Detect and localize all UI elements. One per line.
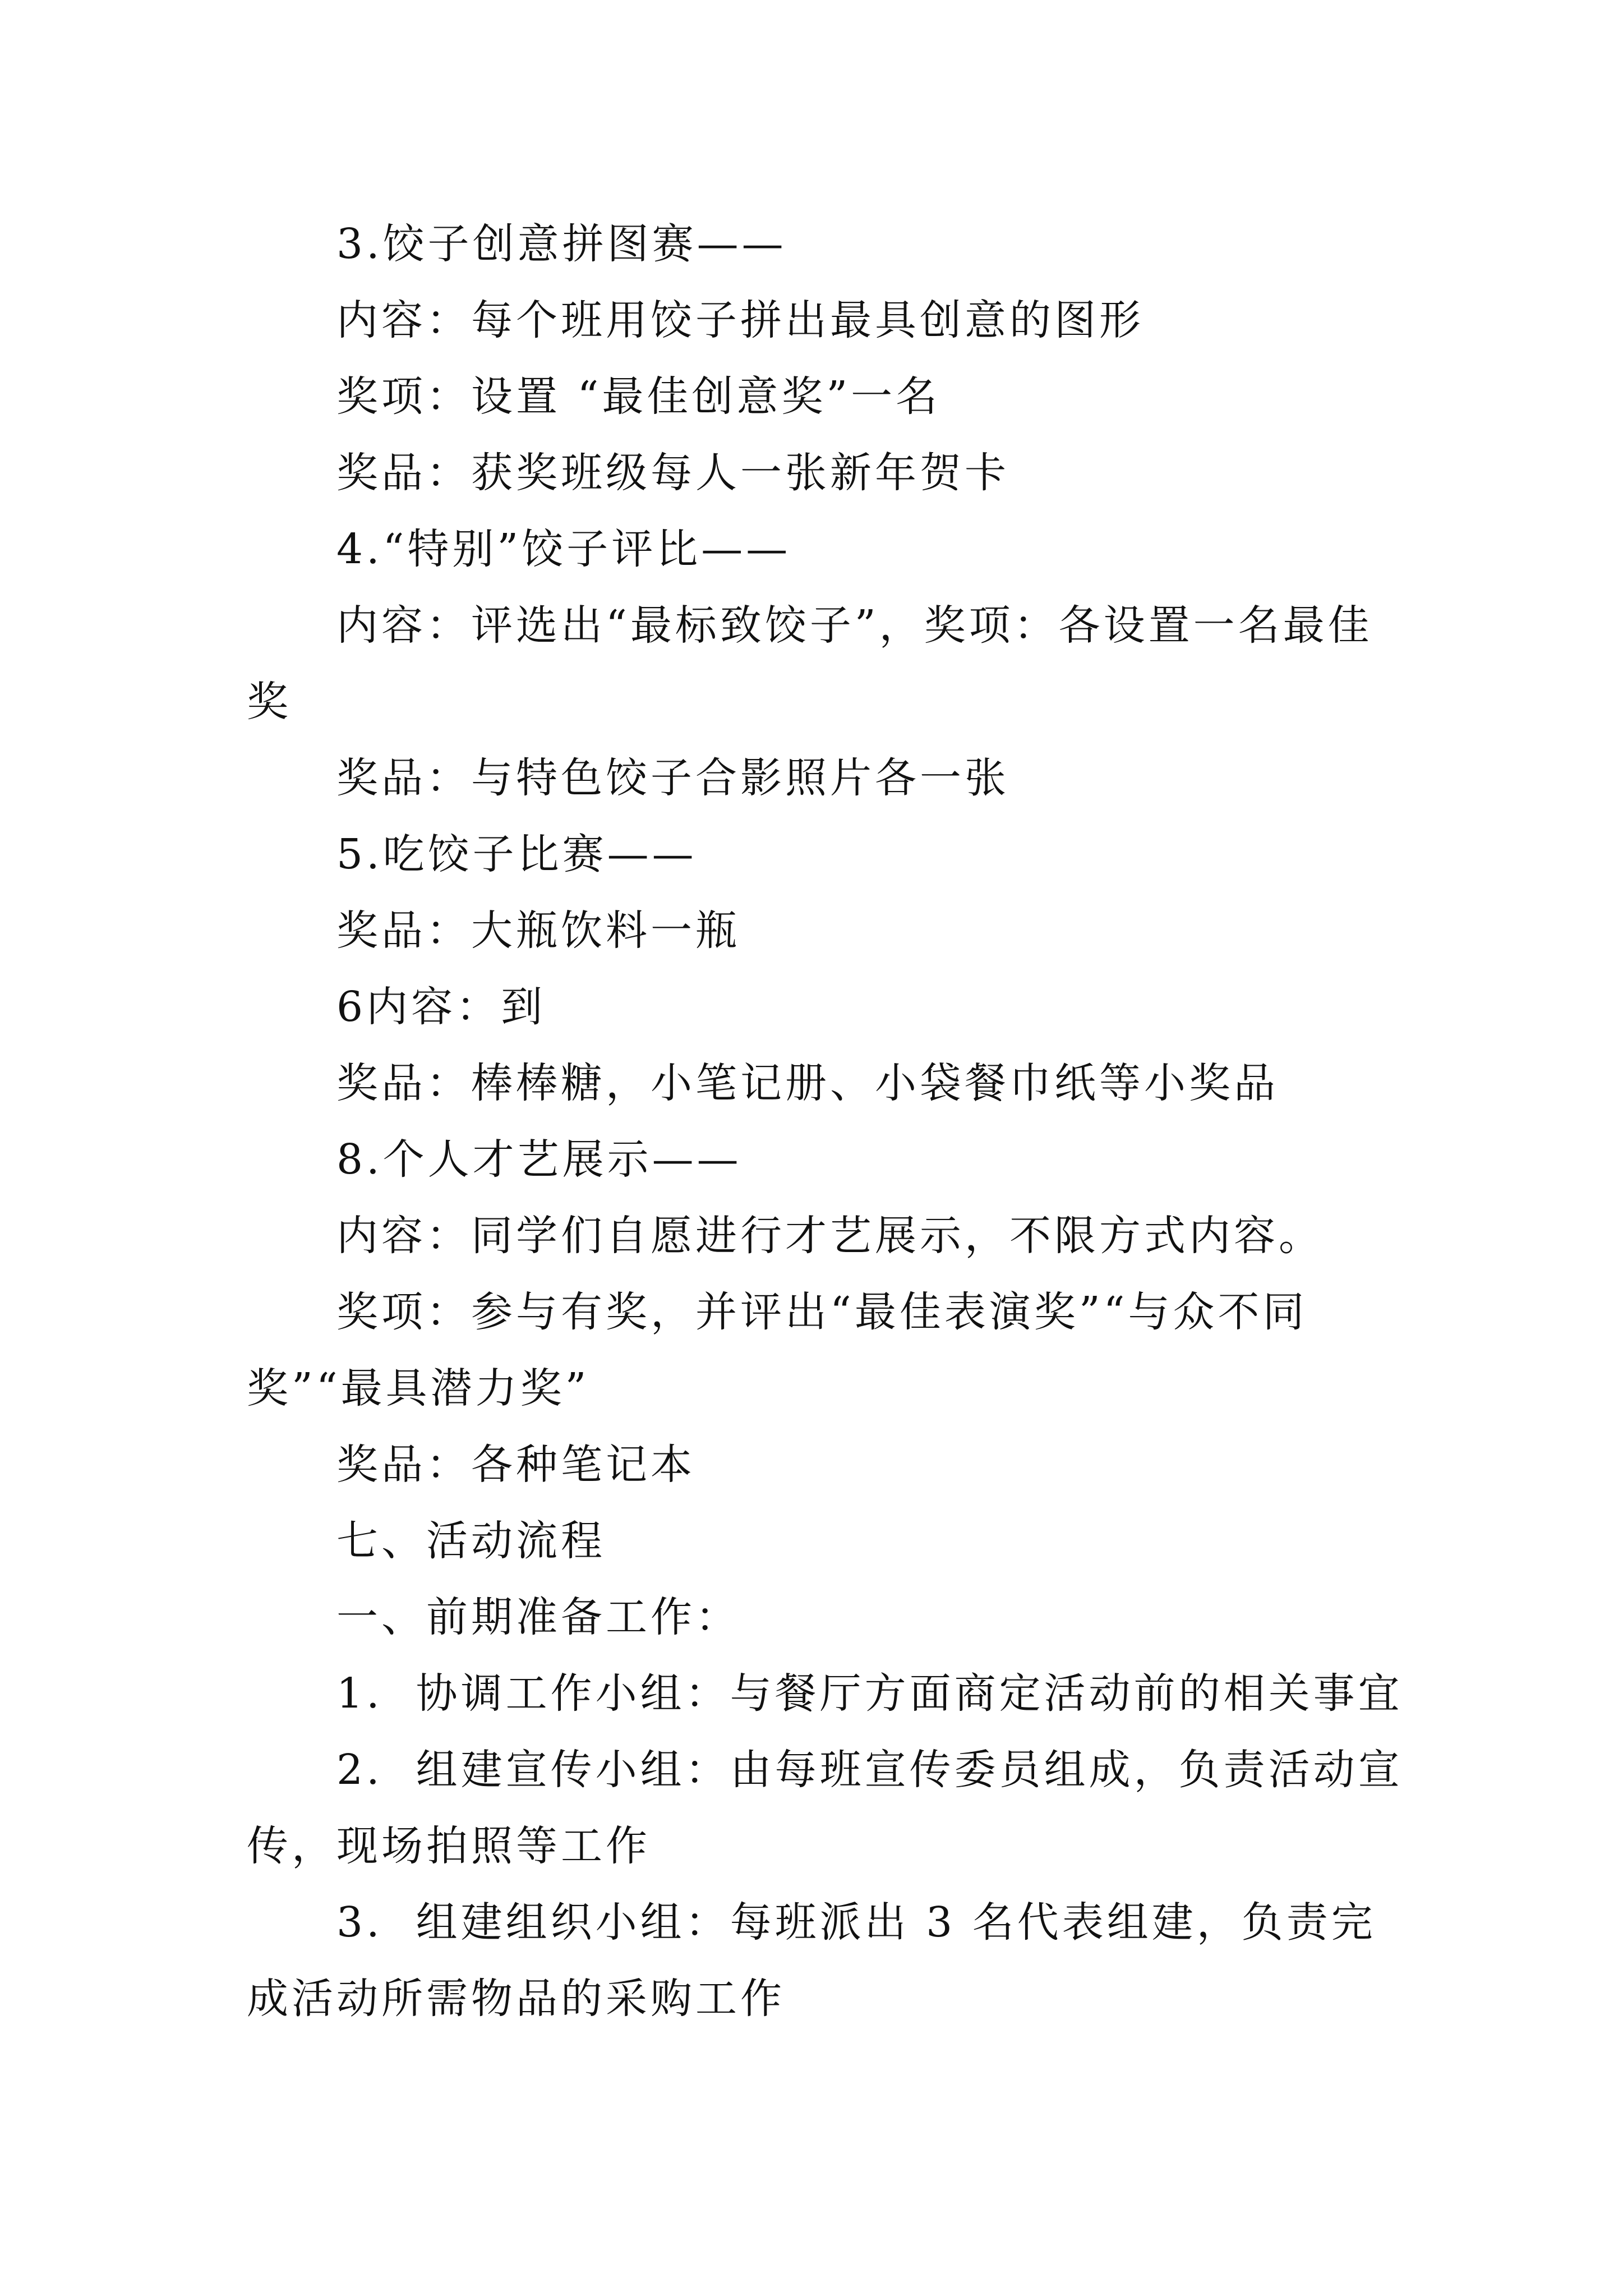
paragraph: 6内容：到 — [336, 983, 546, 1031]
paragraph: 8.个人才艺展示—— — [336, 1135, 742, 1184]
paragraph: 1. 协调工作小组：与餐厅方面商定活动前的相关事宜 — [336, 1669, 1403, 1718]
paragraph: 内容：每个班用饺子拼出最具创意的图形 — [336, 296, 1144, 344]
paragraph: 3. 组建组织小组：每班派出 3 名代表组建，负责完成活动所需物品的采购工作 — [247, 1898, 1376, 2023]
paragraph: 奖品：各种笔记本 — [336, 1441, 695, 1489]
paragraph: 奖品：与特色饺子合影照片各一张 — [336, 754, 1009, 802]
paragraph: 3.饺子创意拼图赛—— — [336, 220, 787, 268]
paragraph: 内容：评选出“最标致饺子”，奖项：各设置一名最佳奖 — [247, 601, 1373, 726]
paragraph: 5.吃饺子比赛—— — [336, 830, 697, 878]
paragraph: 内容：同学们自愿进行才艺展示，不限方式内容。 — [336, 1212, 1324, 1260]
paragraph: 奖项：参与有奖，并评出“最佳表演奖”“与众不同奖”“最具潜力奖” — [247, 1288, 1308, 1412]
paragraph: 4.“特别”饺子评比—— — [336, 525, 791, 573]
paragraph: 奖项：设置 “最佳创意奖”一名 — [336, 372, 941, 421]
paragraph: 奖品：棒棒糖，小笔记册、小袋餐巾纸等小奖品 — [336, 1059, 1279, 1107]
paragraph: 2. 组建宣传小组：由每班宣传委员组成，负责活动宣传，现场拍照等工作 — [247, 1746, 1403, 1870]
paragraph: 七、活动流程 — [336, 1517, 606, 1565]
paragraph: 奖品：大瓶饮料一瓶 — [336, 907, 740, 955]
paragraph: 奖品：获奖班级每人一张新年贺卡 — [336, 449, 1009, 497]
paragraph: 一、前期准备工作： — [336, 1593, 740, 1641]
